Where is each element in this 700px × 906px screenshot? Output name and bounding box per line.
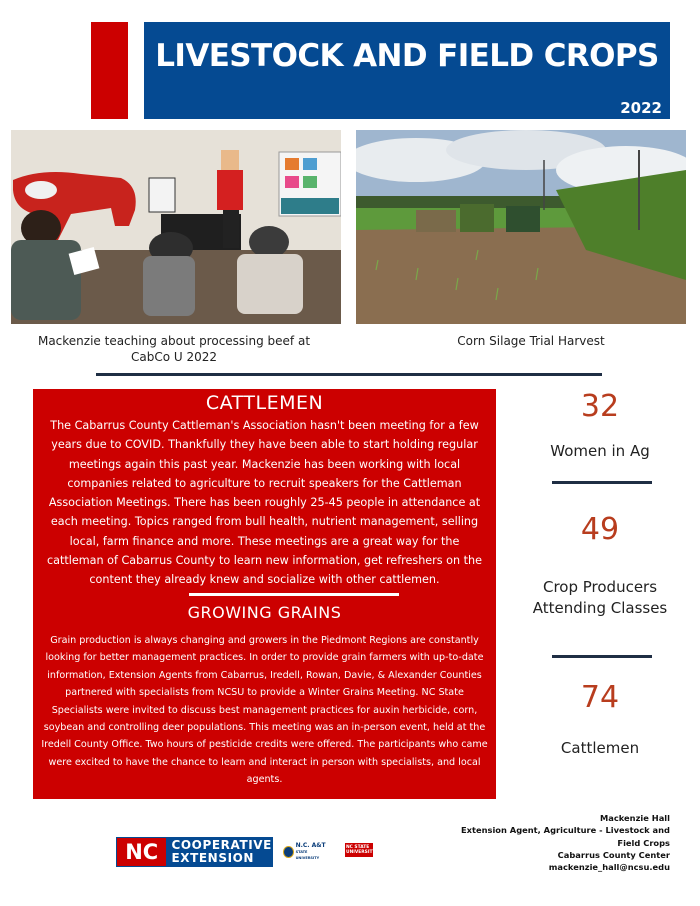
logo-extension-text: EXTENSION: [171, 851, 255, 865]
nc-state-logo: [345, 843, 376, 857]
contact-center: Cabarrus County Center: [557, 849, 670, 860]
aandt-logo-line1: N.C. A&T: [295, 842, 326, 849]
report-year: 2022: [620, 99, 662, 117]
ncstate-logo-line1: NC STATE: [346, 845, 370, 850]
photo-caption-classroom: Mackenzie teaching about processing beef at CabCo U 2022: [37, 334, 311, 364]
aandt-seal-icon: [283, 846, 294, 858]
cattlemen-body: The Cabarrus County Cattleman's Association hasn't been meeting for a few years due to COVID. Thankfully they have been able to start holding regular meetings again this past year. Mackenzie has been working with local companies related to agriculture to recruit speakers for the Cattleman Association Meetings. There has been roughly 25-45 people in attendance at each meeting. Topics ranged from bull health, nutrient management, selling local, farm finance and more. These meetings are a great way for the cattleman of Cabarrus County to learn new information, get refreshers on the content they already knew and socialize with other cattlemen.: [46, 419, 483, 587]
nc-cooperative-extension-logo: [116, 837, 273, 867]
contact-block: [450, 812, 670, 873]
red-accent-bar: [91, 22, 128, 119]
stat-value-cattlemen: 74: [580, 680, 620, 715]
stat-label-crop-producers: Crop Producers Attending Classes: [532, 578, 668, 617]
contact-title-line1: Extension Agent, Agriculture - Livestock and: [460, 825, 670, 836]
contact-title-line2: Field Crops: [617, 837, 670, 848]
stat-label-women: Women in Ag: [550, 442, 650, 460]
growing-grains-heading: GROWING GRAINS: [187, 603, 342, 622]
photo-corn-field: [356, 130, 686, 324]
stat-divider: [552, 481, 652, 484]
aandt-logo-line2: STATE UNIVERSITY: [295, 850, 320, 860]
section-divider: [96, 373, 602, 376]
growing-grains-body: Grain production is always changing and growers in the Piedmont Regions are constantly looking for better management practices. In order to provide grain farmers with up-to-date information, Extension Agents from Cabarrus, Iredell, Rowan, Davie, & Alexander Counties partnered with specialists from NCSU to provide a Winter Grains Meeting. NC State Specialists were invited to discuss best management practices for auxin herbicide, corn, soybean and controlling deer populations. This meeting was an in-person event, held at the Iredell County Office. Two hours of pesticide credits were offered. The participants who came were excited to have the chance to learn and interact in person with specialists, and local agents.: [41, 635, 488, 786]
nc-aandt-logo: [283, 842, 327, 862]
nc-logo-mark: NC: [117, 838, 166, 866]
stat-value-crop-producers: 49: [580, 512, 620, 547]
ncstate-logo-line2: UNIVERSITY: [346, 850, 376, 855]
contact-name: Mackenzie Hall: [599, 813, 670, 823]
photo-classroom: [11, 130, 341, 324]
content-panel: [33, 389, 496, 799]
panel-divider: [189, 593, 399, 596]
cattlemen-heading: CATTLEMEN: [205, 392, 324, 414]
stat-label-cattlemen: Cattlemen: [560, 739, 640, 757]
contact-email[interactable]: mackenzie_hall@ncsu.edu: [548, 862, 670, 873]
page-title: LIVESTOCK AND FIELD CROPS: [155, 38, 659, 74]
photo-caption-corn: Corn Silage Trial Harvest: [457, 334, 605, 348]
logo-cooperative-text: COOPERATIVE: [171, 838, 272, 852]
stat-divider: [552, 655, 652, 658]
stat-value-women: 32: [580, 389, 620, 424]
page-header: [144, 22, 670, 119]
